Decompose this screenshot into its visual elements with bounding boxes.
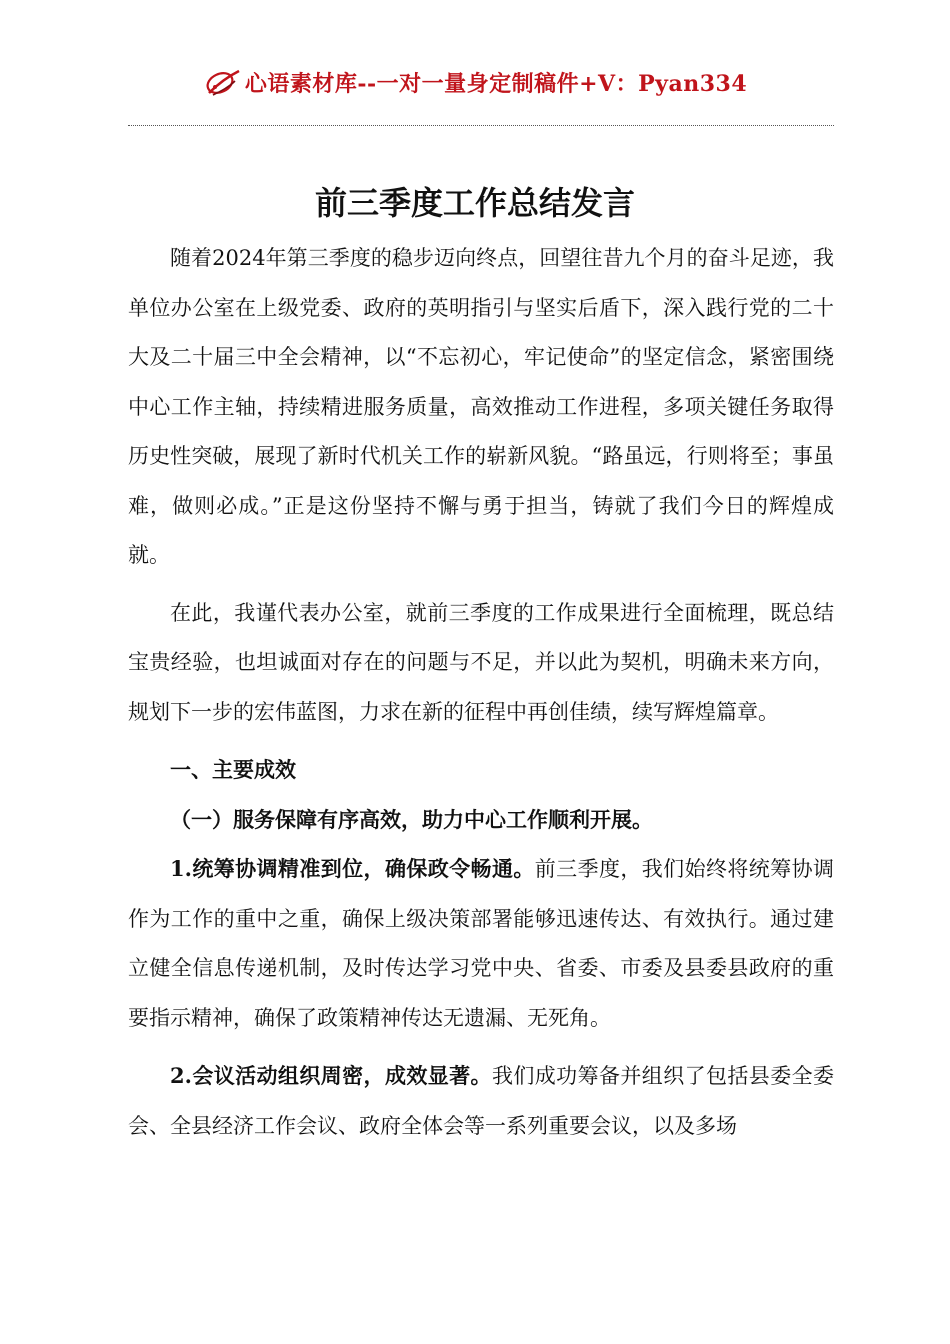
paragraph-intro: 随着2024年第三季度的稳步迈向终点，回望往昔九个月的奋斗足迹，我单位办公室在上级党委、政府的英明指引与坚实后盾下，深入践行党的二十大及二十届三中全会精神，以“不忘初心，牢记使命”的坚定信念，紧密围绕中心工作主轴，持续精进服务质量，高效推动工作进程，多项关键任务取得历史性突破，展现了新时代机关工作的崭新风貌。“路虽远，行则将至；事虽难，做则必成。”正是这份坚持不懈与勇于担当，铸就了我们今日的辉煌成就。 bbox=[128, 246, 834, 567]
header-divider bbox=[128, 125, 834, 126]
paragraph-item-2 bbox=[128, 1051, 834, 1151]
paragraph-item-1 bbox=[128, 844, 834, 1043]
subsection-heading: （一）服务保障有序高效，助力中心工作顺利开展。 bbox=[170, 806, 653, 832]
document-title: 前三季度工作总结发言 bbox=[314, 184, 635, 222]
ribbon-logo-icon bbox=[203, 65, 243, 99]
item-2-body: 我们成功筹备并组织了包括县委全委会、全县经济工作会议、政府全体会等一系列重要会议，以及多场 bbox=[128, 1064, 835, 1138]
header-banner-text: 心语素材库--一对一量身定制稿件+V：Pyan334 bbox=[244, 70, 748, 97]
document-body bbox=[128, 234, 834, 1151]
item-1-lead: 1.统筹协调精准到位，确保政令畅通。 bbox=[170, 856, 535, 881]
item-1-body: 前三季度，我们始终将统筹协调作为工作的重中之重，确保上级决策部署能够迅速传达、有效执行。通过建立健全信息传递机制，及时传达学习党中央、省委、市委及县委县政府的重要指示精神，确保了政策精神传达无遗漏、无死角。 bbox=[128, 857, 834, 1030]
paragraph-summary: 在此，我谨代表办公室，就前三季度的工作成果进行全面梳理，既总结宝贵经验，也坦诚面对存在的问题与不足，并以此为契机，明确未来方向，规划下一步的宏伟蓝图，力求在新的征程中再创佳绩，续写辉煌篇章。 bbox=[128, 600, 834, 724]
item-2-lead: 2.会议活动组织周密，成效显著。 bbox=[170, 1063, 492, 1088]
page-header bbox=[0, 62, 950, 102]
section-heading: 一、主要成效 bbox=[170, 757, 296, 782]
